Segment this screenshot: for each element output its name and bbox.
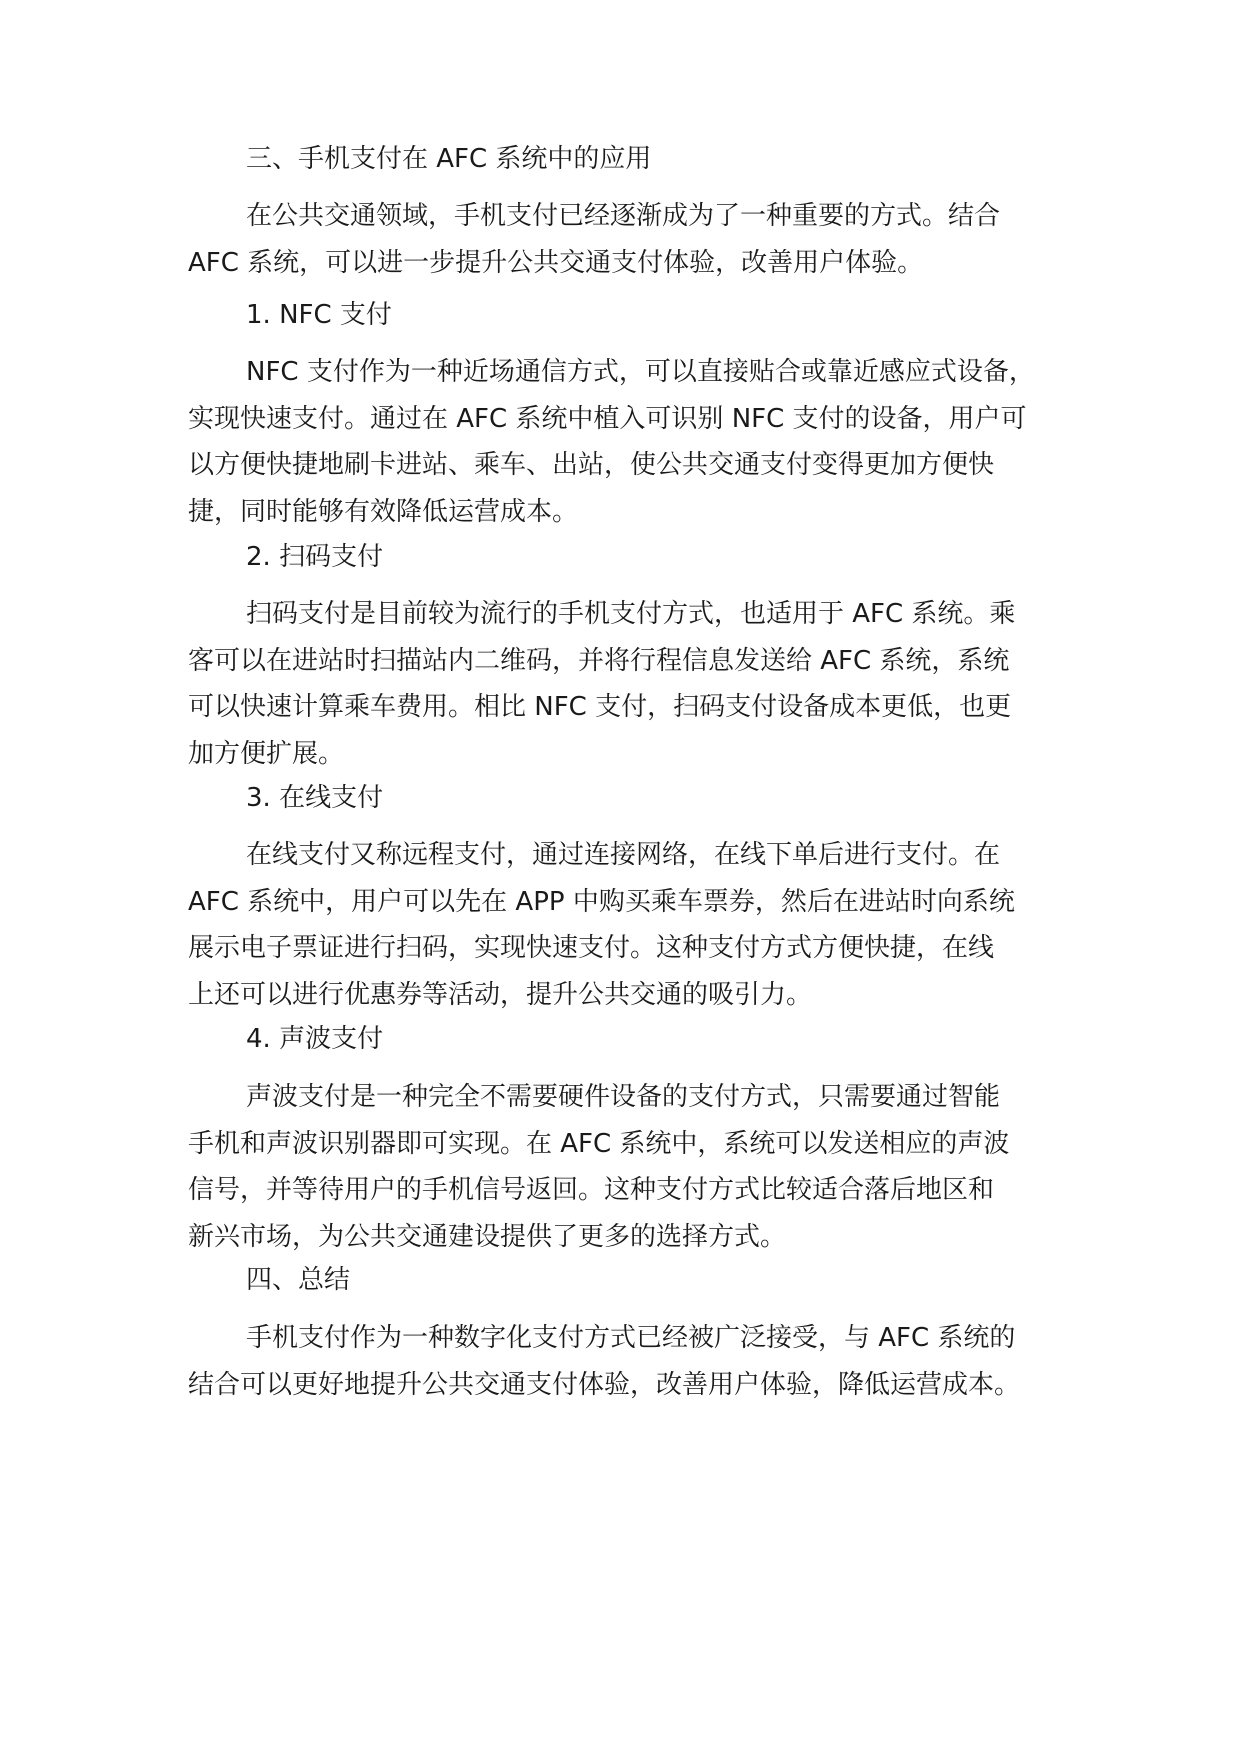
subheading-sonic <box>188 1016 1146 1062</box>
heading-text: 4. 声波支付 <box>246 1024 384 1054</box>
paragraph-line: 手机支付作为一种数字化支付方式已经被广泛接受，与 AFC 系统的 <box>246 1323 1016 1353</box>
paragraph-line: 声波支付是一种完全不需要硬件设备的支付方式，只需要通过智能 <box>246 1082 1001 1112</box>
paragraph-line: 新兴市场，为公共交通建设提供了更多的选择方式。 <box>188 1221 787 1252</box>
paragraph-line: AFC 系统中，用户可以先在 APP 中购买乘车票券，然后在进站时向系统 <box>188 886 1015 917</box>
heading-text: 四、总结 <box>246 1265 351 1295</box>
paragraph-line: 加方便扩展。 <box>188 738 345 769</box>
heading-text: 3. 在线支付 <box>246 783 384 813</box>
paragraph-online <box>188 832 1088 1018</box>
subheading-qr <box>188 534 1146 580</box>
paragraph-line: 在公共交通领域，手机支付已经逐渐成为了一种重要的方式。结合 <box>246 201 1001 231</box>
subheading-nfc <box>188 292 1146 338</box>
paragraph-nfc <box>188 349 1088 535</box>
paragraph-line: 扫码支付是目前较为流行的手机支付方式，也适用于 AFC 系统。乘 <box>246 599 1016 629</box>
paragraph-line: AFC 系统，可以进一步提升公共交通支付体验，改善用户体验。 <box>188 247 924 278</box>
heading-text: 2. 扫码支付 <box>246 542 384 572</box>
heading-text: 1. NFC 支付 <box>246 300 392 330</box>
paragraph-line: 在线支付又称远程支付，通过连接网络，在线下单后进行支付。在 <box>246 840 1001 870</box>
paragraph-line: 捷，同时能够有效降低运营成本。 <box>188 496 579 527</box>
paragraph-qr <box>188 591 1088 777</box>
paragraph-intro <box>188 193 1088 286</box>
paragraph-sonic <box>188 1074 1088 1260</box>
paragraph-line: 展示电子票证进行扫码，实现快速支付。这种支付方式方便快捷，在线 <box>188 933 995 963</box>
paragraph-line: 上还可以进行优惠券等活动，提升公共交通的吸引力。 <box>188 979 813 1010</box>
paragraph-summary <box>188 1315 1088 1408</box>
paragraph-line: 可以快速计算乘车费用。相比 NFC 支付，扫码支付设备成本更低，也更 <box>188 692 1012 722</box>
paragraph-line: 信号，并等待用户的手机信号返回。这种支付方式比较适合落后地区和 <box>188 1175 995 1205</box>
paragraph-line: 实现快速支付。通过在 AFC 系统中植入可识别 NFC 支付的设备，用户可 <box>188 403 1027 434</box>
section-heading-4 <box>188 1257 1146 1303</box>
paragraph-line: NFC 支付作为一种近场通信方式，可以直接贴合或靠近感应式设备， <box>246 357 1035 387</box>
paragraph-line: 结合可以更好地提升公共交通支付体验，改善用户体验，降低运营成本。 <box>188 1369 1021 1400</box>
paragraph-line: 手机和声波识别器即可实现。在 AFC 系统中，系统可以发送相应的声波 <box>188 1128 1010 1159</box>
section-heading-3 <box>188 136 1146 182</box>
subheading-online <box>188 775 1146 821</box>
paragraph-line: 客可以在进站时扫描站内二维码，并将行程信息发送给 AFC 系统，系统 <box>188 645 1010 676</box>
paragraph-line: 以方便快捷地刷卡进站、乘车、出站，使公共交通支付变得更加方便快 <box>188 450 995 480</box>
heading-text: 三、手机支付在 AFC 系统中的应用 <box>246 144 652 174</box>
